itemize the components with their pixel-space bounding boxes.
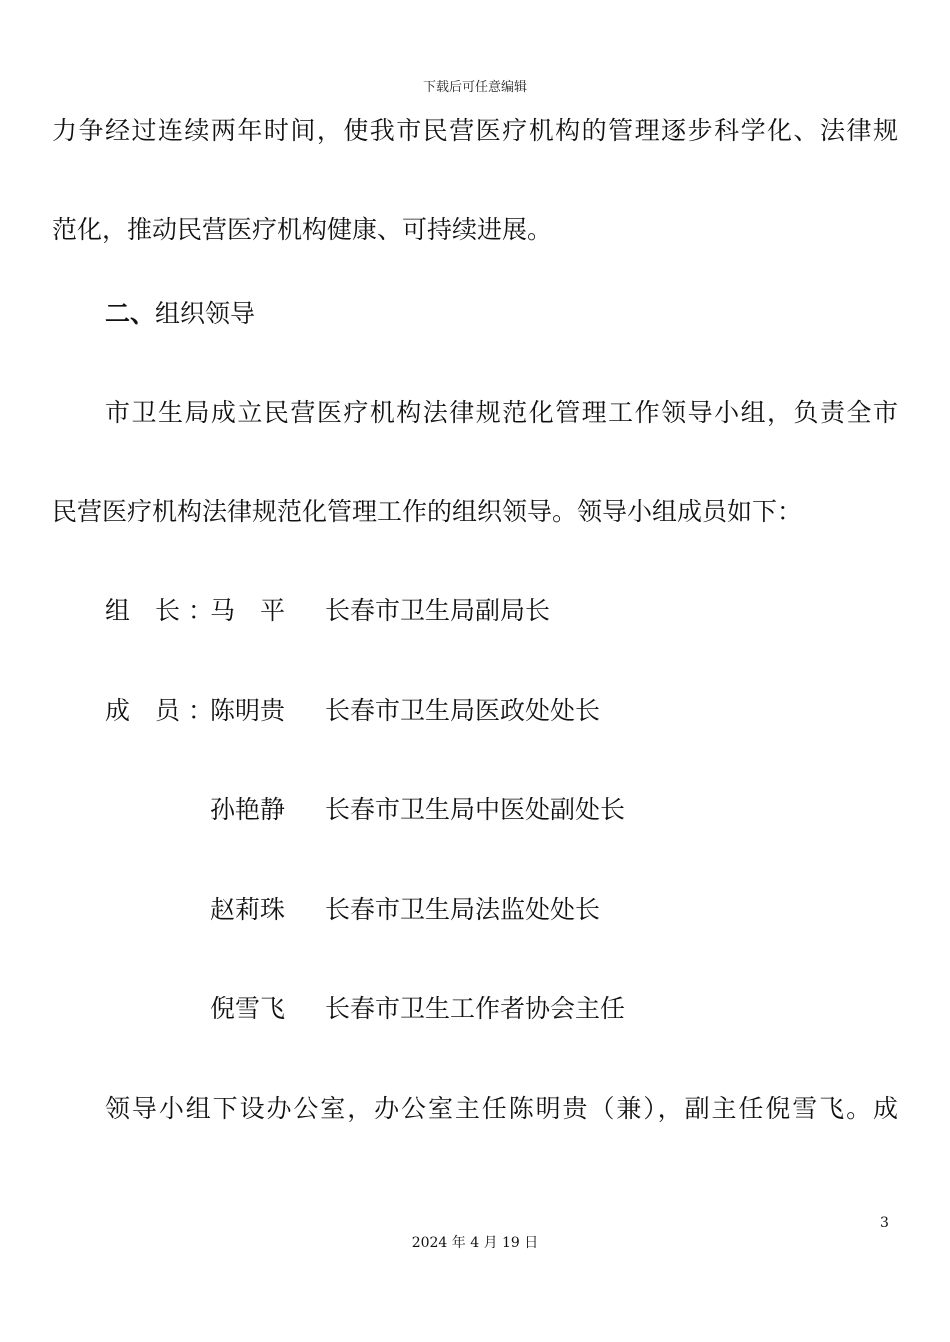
member-title: 长春市卫生局医政处处长 bbox=[325, 696, 601, 725]
footer-date: 2024 年 4 月 19 日 bbox=[411, 1235, 539, 1251]
member-name: 赵莉珠 bbox=[210, 895, 286, 924]
role-char: 成 bbox=[105, 696, 131, 725]
member-title: 长春市卫生局法监处处长 bbox=[325, 895, 601, 924]
paragraph-line: 市卫生局成立民营医疗机构法律规范化管理工作领导小组，负责全市 bbox=[105, 398, 898, 427]
role-colon: ： bbox=[188, 696, 214, 725]
role-colon: ： bbox=[188, 596, 214, 625]
member-name: 倪雪飞 bbox=[210, 994, 286, 1023]
section-heading-number: 二、 bbox=[105, 299, 156, 328]
member-row bbox=[105, 795, 805, 825]
section-heading-text: 组织领导 bbox=[155, 299, 256, 328]
paragraph-line: 领导小组下设办公室，办公室主任陈明贵（兼），副主任倪雪飞。成 bbox=[105, 1094, 898, 1123]
role-char: 员 bbox=[155, 696, 181, 725]
member-title: 长春市卫生工作者协会主任 bbox=[325, 994, 626, 1023]
member-title: 长春市卫生局副局长 bbox=[325, 596, 551, 625]
member-row-leader bbox=[105, 596, 805, 626]
member-row bbox=[105, 994, 805, 1024]
member-name: 马 平 bbox=[210, 596, 286, 625]
role-char: 长 bbox=[155, 596, 181, 625]
member-row bbox=[105, 895, 805, 925]
member-name: 陈明贵 bbox=[210, 696, 286, 725]
section-heading bbox=[105, 299, 255, 329]
paragraph-line: 力争经过连续两年时间，使我市民营医疗机构的管理逐步科学化、法律规 bbox=[52, 116, 898, 145]
page-number: 3 bbox=[880, 1215, 889, 1231]
page-header: 下载后可任意编辑 bbox=[422, 80, 527, 95]
paragraph-line: 民营医疗机构法律规范化管理工作的组织领导。领导小组成员如下： bbox=[52, 497, 803, 526]
member-row bbox=[105, 696, 805, 726]
member-name: 孙艳静 bbox=[210, 795, 286, 824]
role-char: 组 bbox=[105, 596, 131, 625]
paragraph-line: 范化，推动民营医疗机构健康、可持续进展。 bbox=[52, 215, 553, 244]
member-title: 长春市卫生局中医处副处长 bbox=[325, 795, 626, 824]
